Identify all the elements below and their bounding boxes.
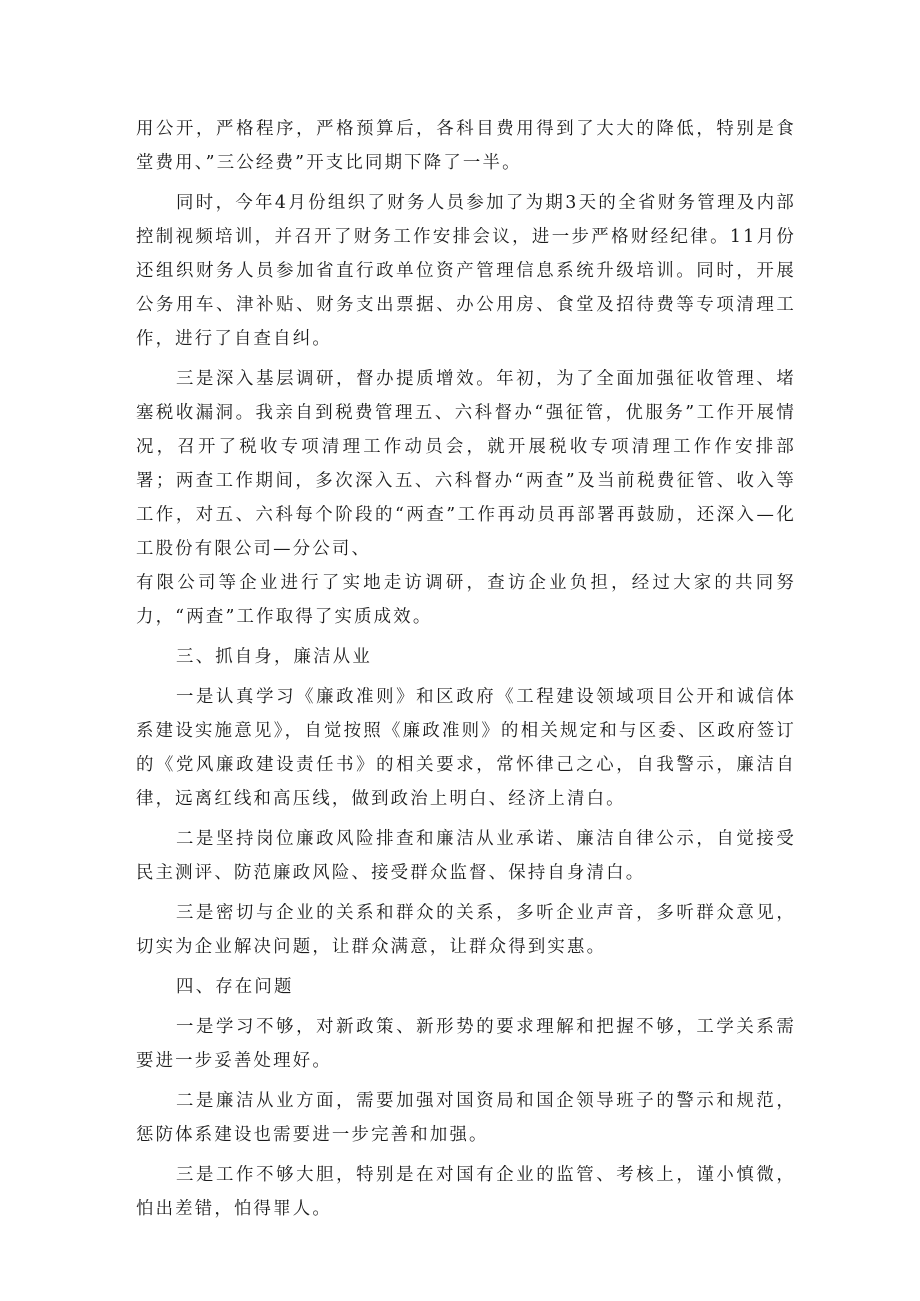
paragraph-grassroots-research: 三是深入基层调研，督办提质增效。年初，为了全面加强征收管理、堵塞税收漏洞。我亲自到税费管理五、六科督办“强征管，优服务”工作开展情况，召开了税收专项清理工作动员会，就开展税收专项清理工作作安排部署；两查工作期间，多次深入五、六科督办“两查”及当前税费征管、收入等工作，对五、六科每个阶段的“两查”工作再动员再部署再鼓励，还深入—化工股份有限公司—分公司、 [136, 369, 796, 559]
paragraph-problem-study: 一是学习不够，对新政策、新形势的要求理解和把握不够，工学关系需要进一步妥善处理好。 [136, 1017, 796, 1071]
document-body [136, 112, 796, 1226]
paragraph-public-relations: 三是密切与企业的关系和群众的关系，多听企业声音，多听群众意见，切实为企业解决问题，让群众满意，让群众得到实惠。 [136, 903, 796, 957]
paragraph-enterprise-visits: 有限公司等企业进行了实地走访调研，查访企业负担，经过大家的共同努力，“两查”工作取得了实质成效。 [136, 573, 796, 627]
paragraph-fee-reduction: 用公开，严格程序，严格预算后，各科目费用得到了大大的降低，特别是食堂费用、”三公经费”开支比同期下降了一半。 [136, 119, 796, 173]
section-heading-problems: 四、存在问题 [176, 977, 294, 997]
paragraph-risk-screening: 二是坚持岗位廉政风险排查和廉洁从业承诺、廉洁自律公示，自觉接受民主测评、防范廉政风险、接受群众监督、保持自身清白。 [136, 829, 796, 883]
paragraph-problem-integrity: 二是廉洁从业方面，需要加强对国资局和国企领导班子的警示和规范，惩防体系建设也需要进一步完善和加强。 [136, 1091, 796, 1145]
section-heading-integrity: 三、抓自身，廉洁从业 [176, 647, 372, 667]
paragraph-problem-boldness: 三是工作不够大胆，特别是在对国有企业的监管、考核上，谨小慎微，怕出差错，怕得罪人。 [136, 1165, 796, 1219]
paragraph-finance-training: 同时，今年4月份组织了财务人员参加了为期3天的全省财务管理及内部控制视频培训，并召开了财务工作安排会议，进一步严格财经纪律。11月份还组织财务人员参加省直行政单位资产管理信息系统升级培训。同时，开展公务用车、津补贴、财务支出票据、办公用房、食堂及招待费等专项清理工作，进行了自查自纠。 [136, 193, 796, 349]
paragraph-study-regulations: 一是认真学习《廉政准则》和区政府《工程建设领域项目公开和诚信体系建设实施意见》，自觉按照《廉政准则》的相关规定和与区委、区政府签订的《党风廉政建设责任书》的相关要求，常怀律己之心，自我警示，廉洁自律，远离红线和高压线，做到政治上明白、经济上清白。 [136, 687, 796, 809]
